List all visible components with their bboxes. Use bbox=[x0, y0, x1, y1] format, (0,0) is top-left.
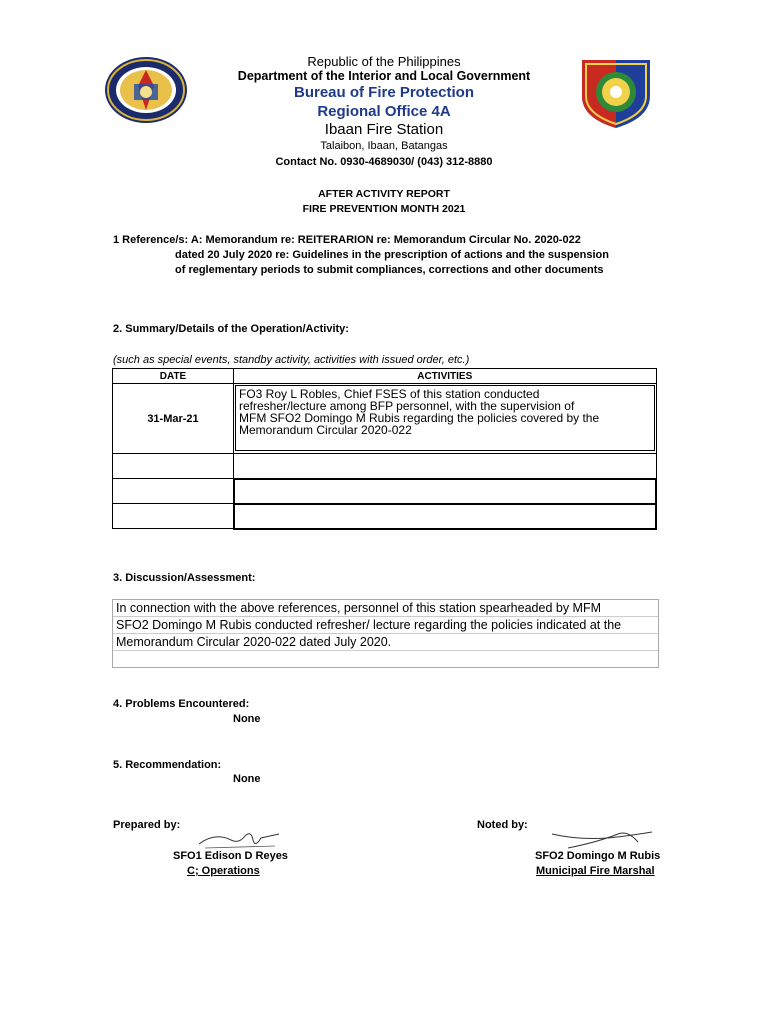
discussion-line: SFO2 Domingo M Rubis conducted refresher/ lecture regarding the policies indicated at the bbox=[113, 617, 658, 634]
row-activity-line: FO3 Roy L Robles, Chief FSES of this station conducted bbox=[239, 387, 540, 401]
summary-heading: 2. Summary/Details of the Operation/Activity: bbox=[113, 323, 349, 335]
col-activities-header: ACTIVITIES bbox=[234, 369, 657, 384]
row-activity-line: Memorandum Circular 2020-022 bbox=[239, 423, 412, 437]
prepared-title: C; Operations bbox=[187, 865, 260, 877]
problems-heading: 4. Problems Encountered: bbox=[113, 698, 250, 710]
summary-note: (such as special events, standby activity, activities with issued order, etc.) bbox=[113, 354, 470, 366]
problems-value: None bbox=[233, 713, 261, 725]
noted-title: Municipal Fire Marshal bbox=[536, 865, 655, 877]
recommendation-value: None bbox=[233, 773, 261, 785]
discussion-line: Memorandum Circular 2020-022 dated July 2020. bbox=[113, 634, 658, 651]
bureau-label: Bureau of Fire Protection bbox=[293, 84, 475, 101]
col-date-header: DATE bbox=[113, 369, 234, 384]
region-label: Regional Office 4A bbox=[317, 103, 451, 120]
reference-line-1: 1 Reference/s: A: Memorandum re: REITERARION re: Memorandum Circular No. 2020-022 bbox=[113, 234, 581, 246]
contact-label: Contact No. 0930-4689030/ (043) 312-8880 bbox=[275, 156, 493, 168]
reference-line-2: dated 20 July 2020 re: Guidelines in the prescription of actions and the suspension bbox=[175, 249, 609, 261]
prepared-label: Prepared by: bbox=[113, 819, 181, 831]
address-label: Talaibon, Ibaan, Batangas bbox=[320, 140, 448, 152]
recommendation-heading: 5. Recommendation: bbox=[113, 759, 222, 771]
table-row bbox=[113, 479, 657, 504]
activities-table bbox=[112, 368, 657, 530]
department-label: Department of the Interior and Local Government bbox=[237, 69, 531, 83]
table-row bbox=[113, 454, 657, 479]
reference-line-3: of reglementary periods to submit compliances, corrections and other documents bbox=[175, 264, 604, 276]
table-header-row bbox=[113, 369, 657, 384]
table-row bbox=[113, 384, 657, 454]
table-row bbox=[113, 504, 657, 529]
discussion-line: In connection with the above references, personnel of this station spearheaded by MFM bbox=[113, 600, 658, 617]
prepared-name: SFO1 Edison D Reyes bbox=[173, 850, 288, 862]
republic-label: Republic of the Philippines bbox=[307, 54, 461, 69]
noted-name: SFO2 Domingo M Rubis bbox=[535, 850, 661, 862]
row-activity bbox=[235, 385, 655, 451]
row-date: 31-Mar-21 bbox=[113, 384, 234, 454]
noted-label: Noted by: bbox=[477, 819, 528, 831]
discussion-heading: 3. Discussion/Assessment: bbox=[113, 572, 256, 584]
report-title: AFTER ACTIVITY REPORT bbox=[318, 188, 450, 200]
row-activity-line: MFM SFO2 Domingo M Rubis regarding the policies covered by the bbox=[239, 411, 600, 425]
discussion-line bbox=[113, 651, 658, 667]
report-subtitle: FIRE PREVENTION MONTH 2021 bbox=[302, 203, 466, 215]
station-label: Ibaan Fire Station bbox=[324, 121, 444, 138]
row-activity-line: refresher/lecture among BFP personnel, with the supervision of bbox=[239, 399, 575, 413]
discussion-box bbox=[112, 599, 659, 668]
